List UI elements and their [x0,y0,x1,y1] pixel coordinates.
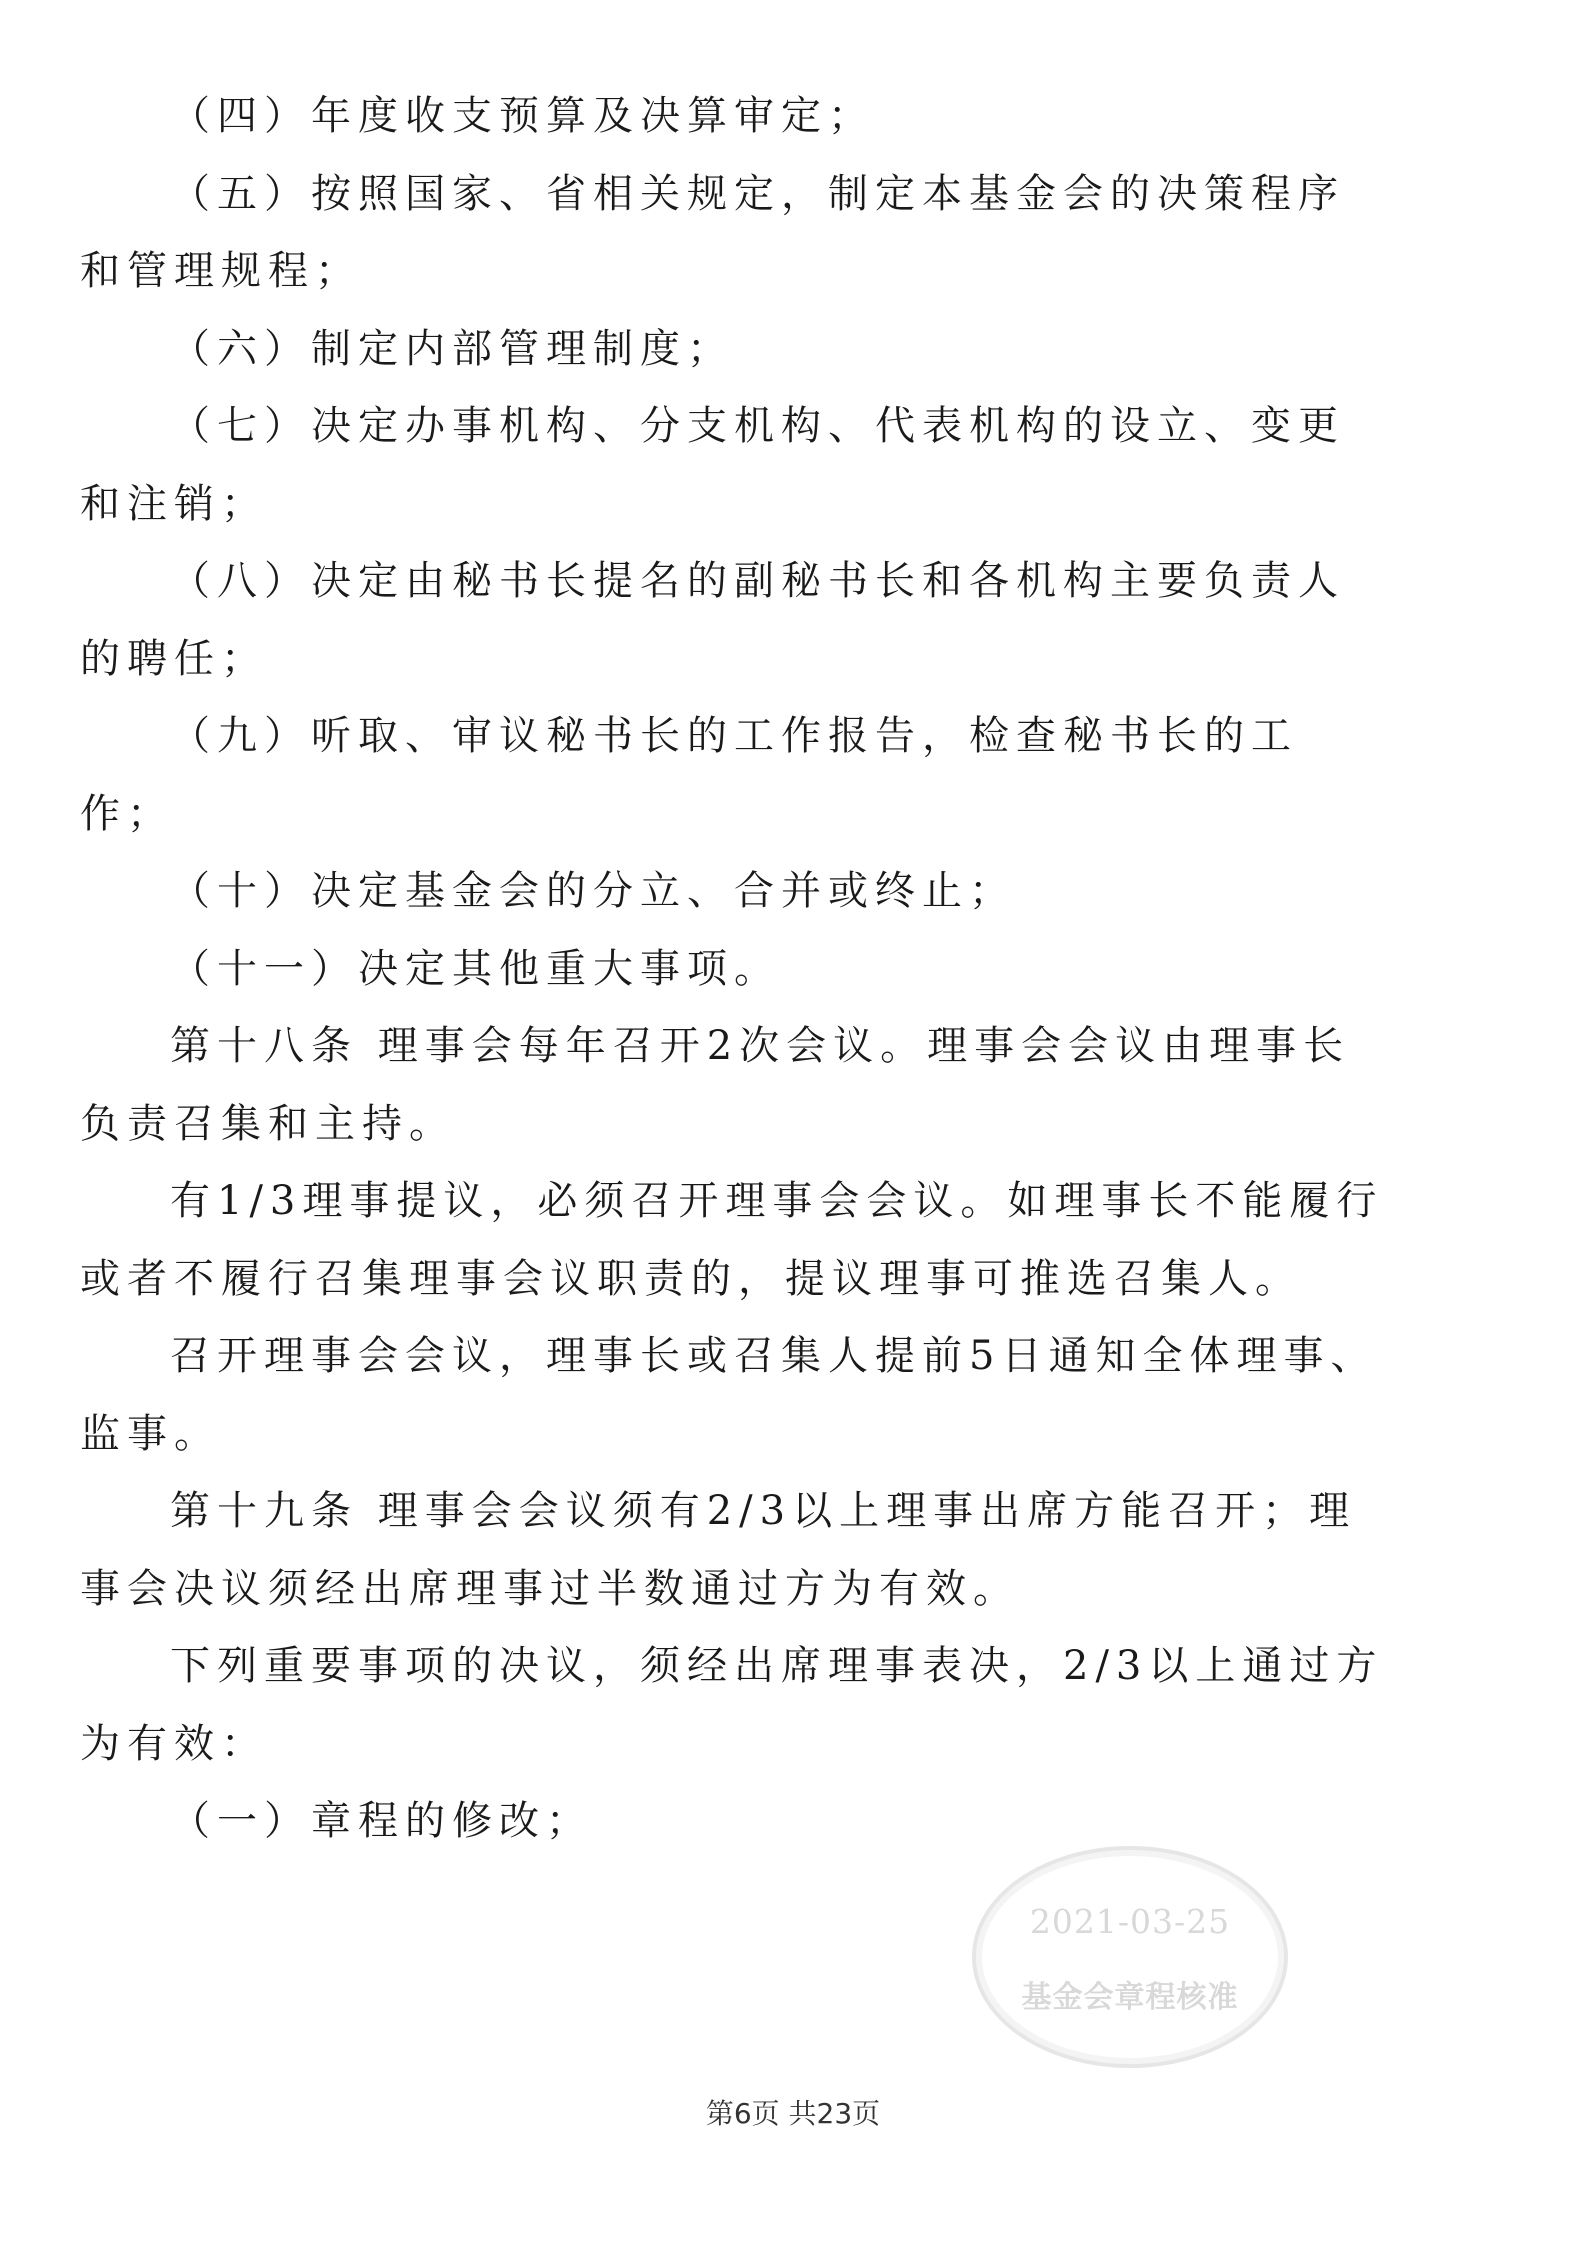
page-number: 第6页 共23页 [705,2097,881,2130]
paragraph-item-7: （七）决定办事机构、分支机构、代表机构的设立、变更和注销； [80,403,1345,527]
stamp-text: 基金会章程核准 [1021,1980,1239,2015]
paragraph-item-6: （六）制定内部管理制度； [170,325,734,372]
document-body [80,78,1390,1861]
article-19-item-1: （一）章程的修改； [170,1798,593,1844]
article-18: 第十八条 理事会每年召开2次会议。理事会会议由理事长负责召集和主持。 [80,1023,1351,1147]
paragraph-item-4: （四）年度收支预算及决算审定； [170,93,875,139]
paragraph-item-9: （九）听取、审议秘书长的工作报告，检查秘书长的工作； [80,713,1298,837]
paragraph-item-8: （八）决定由秘书长提名的副秘书长和各机构主要负责人的聘任； [80,558,1345,682]
article-19: 第十九条 理事会会议须有2/3以上理事出席方能召开；理事会决议须经出席理事过半数通过方为有效。 [80,1488,1357,1612]
article-18-clause-3: 召开理事会会议，理事长或召集人提前5日通知全体理事、监事。 [80,1333,1378,1457]
article-18-clause-2: 有1/3理事提议，必须召开理事会会议。如理事长不能履行或者不履行召集理事会议职责的，提议理事可推选召集人。 [80,1178,1384,1302]
approval-stamp [972,1846,1288,2068]
stamp-date: 2021-03-25 [1029,1902,1231,1941]
paragraph-item-11: （十一）决定其他重大事项。 [170,945,781,992]
article-19-clause-2: 下列重要事项的决议，须经出席理事表决，2/3以上通过方为有效： [80,1643,1384,1767]
paragraph-item-10: （十）决定基金会的分立、合并或终止； [170,868,1016,914]
paragraph-item-5: （五）按照国家、省相关规定，制定本基金会的决策程序和管理规程； [80,170,1345,294]
